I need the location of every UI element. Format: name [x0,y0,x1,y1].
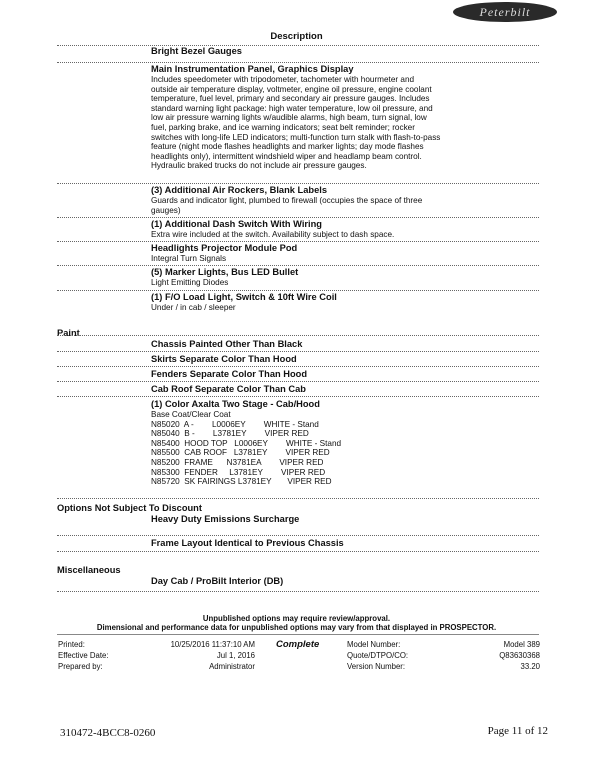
paint-code-row: N85020 A - L0006EY WHITE - Stand [151,419,319,429]
effective-label: Effective Date: [58,651,109,660]
option-description: Integral Turn Signals [151,254,227,263]
option-description: Includes speedometer with tripodometer, tachometer with hourmeter and outside air temperature display, voltmeter, engine oil pressure, engine coolant temperature, fuel level, primary and secondary air pressure gauges. Includes standard warning light package: high water temperature, low oil pressure, and low air pressure warning lights w/audible alarms, high beam, turn signal, low fuel, parking brake, and ice warning indicators; seat belt reminder; rocker switches with long-life LED indicators; multi-function turn stalk with flash-to-pass feature (night mode flashes headlights and marker lights; day mode flashes headlights only), intermittent windshield wiper and headlamp beam control. Hydraulic braked trucks do not include air pressure gauges. [151,75,441,171]
option-title: Fenders Separate Color Than Hood [151,369,308,379]
review-note: Unpublished options may require review/approval. [202,614,391,623]
divider [57,535,539,536]
option-item [151,292,441,313]
option-title: Headlights Projector Module Pod [151,243,298,253]
option-title: (5) Marker Lights, Bus LED Bullet [151,267,299,277]
option-description: Light Emitting Diodes [151,278,229,287]
option-item [151,219,441,240]
divider [57,290,539,291]
option-title: (3) Additional Air Rockers, Blank Labels [151,185,327,195]
divider [57,381,539,382]
option-description: Extra wire included at the switch. Availability subject to dash space. [151,230,395,239]
section-paint: Paint [57,328,80,338]
option-description: Under / in cab / sleeper [151,303,236,312]
prepared-label: Prepared by: [58,662,103,671]
option-item [151,243,441,264]
version-number: 33.20 [520,662,540,671]
printed-date: 10/25/2016 11:37:10 AM [170,640,255,649]
option-title: Skirts Separate Color Than Hood [151,354,297,364]
description-header: Description [270,31,323,42]
status-label: Complete [276,639,320,650]
option-title: Day Cab / ProBilt Interior (DB) [151,576,284,586]
divider [57,396,539,397]
divider [57,241,539,242]
option-item [151,267,441,288]
data-disclaimer: Dimensional and performance data for unpublished options may vary from that displayed in PROSPECTOR. [96,623,497,632]
printed-label: Printed: [58,640,85,649]
option-title: Chassis Painted Other Than Black [151,339,303,349]
prepared-by: Administrator [209,662,255,671]
option-title: (1) Additional Dash Switch With Wiring [151,219,322,229]
paint-code-row: N85500 CAB ROOF L3781EY VIPER RED [151,448,330,458]
divider [57,265,539,266]
model-number: Model 389 [503,640,540,649]
option-title: Frame Layout Identical to Previous Chassis [151,538,344,548]
option-title: Heavy Duty Emissions Surcharge [151,514,300,524]
option-title: (1) Color Axalta Two Stage - Cab/Hood [151,399,320,409]
color-option [151,399,441,487]
option-item [151,46,441,57]
peterbilt-logo: Peterbilt [453,2,557,22]
paint-code-row: N85720 SK FAIRINGS L3781EY VIPER RED [151,477,332,487]
section-options-not-discounted: Options Not Subject To Discount [57,503,202,513]
option-item [151,64,441,171]
document-id: 310472-4BCC8-0260 [60,727,156,739]
paint-code-row: N85400 HOOD TOP L0006EY WHITE - Stand [151,438,342,448]
option-title: (1) F/O Load Light, Switch & 10ft Wire Coil [151,292,337,302]
version-label: Version Number: [347,662,406,671]
divider [57,183,539,184]
divider [57,335,539,336]
option-title: Main Instrumentation Panel, Graphics Display [151,64,354,74]
model-label: Model Number: [347,640,401,649]
option-description: Base Coat/Clear Coat [151,410,231,419]
quote-number: Q83630368 [499,651,540,660]
divider [57,551,539,552]
page-number: Page 11 of 12 [487,725,548,737]
quote-label: Quote/DTPO/CO: [347,651,409,660]
paint-code-row: N85300 FENDER L3781EY VIPER RED [151,467,326,477]
paint-code-row: N85040 B - L3781EY VIPER RED [151,429,309,439]
option-item [151,185,441,215]
divider [57,217,539,218]
option-title: Bright Bezel Gauges [151,46,242,56]
effective-date: Jul 1, 2016 [216,651,255,660]
divider [57,351,539,352]
divider [57,366,539,367]
footer-divider [57,634,539,635]
divider [57,591,539,592]
option-description: Guards and indicator light, plumbed to firewall (occupies the space of three gauges) [151,196,423,215]
divider [57,498,539,499]
section-miscellaneous: Miscellaneous [57,565,121,575]
option-title: Cab Roof Separate Color Than Cab [151,384,306,394]
divider [57,62,539,63]
paint-code-row: N85200 FRAME N3781EA VIPER RED [151,457,324,467]
